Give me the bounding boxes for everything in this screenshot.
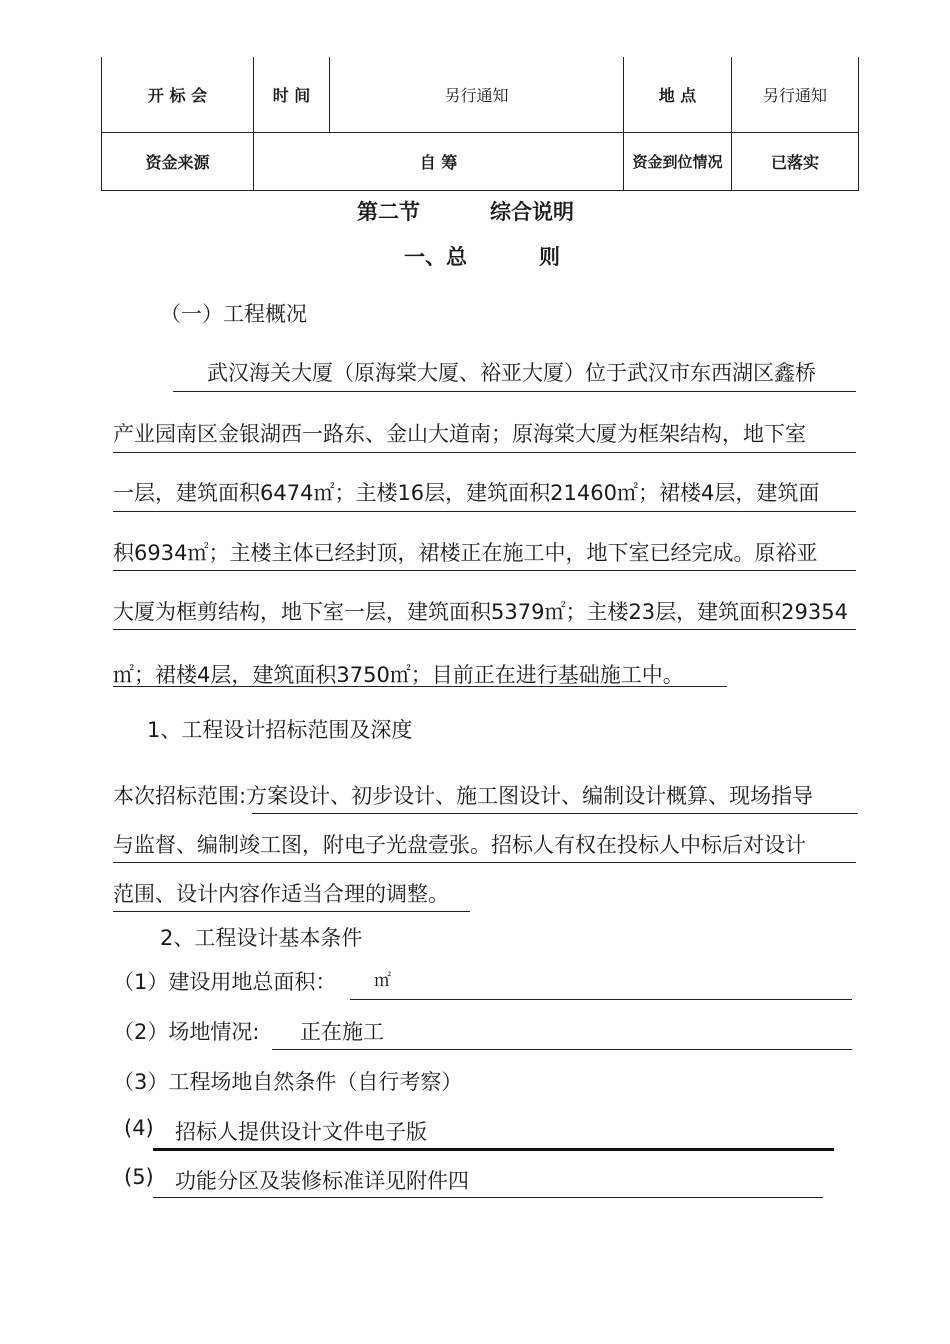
fund-status-value: 已落实 [732, 133, 859, 191]
place-value: 另行通知 [732, 57, 859, 133]
underline [113, 570, 856, 571]
overview-heading: （一）工程概况 [160, 302, 307, 326]
overview-line: 积6934㎡；主楼主体已经封顶，裙楼正在施工中，地下室已经完成。原裕亚 [113, 541, 818, 565]
underline [113, 452, 856, 453]
condition-value: 功能分区及装修标准详见附件四 [175, 1169, 469, 1193]
condition-value: ㎡ [374, 971, 391, 991]
design-conditions-heading: 2、工程设计基本条件 [160, 926, 363, 950]
underline [153, 1197, 823, 1198]
underline [113, 911, 470, 912]
table-row [102, 57, 859, 133]
condition-label: （3）工程场地自然条件（自行考察） [113, 1070, 463, 1094]
scope-line: 与监督、编制竣工图，附电子光盘壹张。招标人有权在投标人中标后对设计 [113, 833, 806, 857]
chapter-title-left: 一、总 [404, 245, 467, 269]
underline [173, 391, 856, 392]
overview-line: 武汉海关大厦（原海棠大厦、裕亚大厦）位于武汉市东西湖区鑫桥 [207, 361, 816, 385]
overview-line: 大厦为框剪结构，地下室一层，建筑面积5379㎡；主楼23层，建筑面积29354 [113, 600, 848, 624]
overview-line: ㎡；裙楼4层，建筑面积3750㎡；目前正在进行基础施工中。 [113, 663, 684, 687]
condition-value: 正在施工 [300, 1020, 384, 1044]
underline [252, 813, 858, 814]
section-title-text: 综合说明 [490, 200, 574, 224]
condition-label: (5) [124, 1165, 154, 1189]
fund-source-label: 资金来源 [102, 133, 254, 191]
condition-value: 招标人提供设计文件电子版 [175, 1120, 427, 1144]
overview-line: 一层，建筑面积6474㎡；主楼16层，建筑面积21460㎡；裙楼4层，建筑面 [113, 481, 820, 505]
scope-line: 本次招标范围:方案设计、初步设计、施工图设计、编制设计概算、现场指导 [113, 784, 814, 808]
section-title-number: 第二节 [357, 200, 420, 224]
underline [113, 629, 856, 630]
chapter-title-right: 则 [539, 245, 560, 269]
bid-meeting-label: 开 标 会 [102, 57, 254, 133]
overview-line: 产业园南区金银湖西一路东、金山大道南；原海棠大厦为框架结构，地下室 [113, 422, 806, 446]
scope-line: 范围、设计内容作适当合理的调整。 [113, 882, 449, 906]
underline [113, 686, 727, 687]
underline [350, 999, 852, 1000]
underline [272, 1049, 852, 1050]
condition-label: （1）建设用地总面积： [113, 970, 337, 994]
condition-label: (4) [124, 1116, 154, 1140]
place-label: 地 点 [624, 57, 732, 133]
underline [153, 1148, 834, 1151]
fund-status-label: 资金到位情况 [624, 133, 732, 191]
underline [113, 862, 856, 863]
time-label: 时 间 [254, 57, 330, 133]
time-value: 另行通知 [330, 57, 624, 133]
condition-label: （2）场地情况: [113, 1020, 260, 1044]
fund-source-value: 自 筹 [254, 133, 624, 191]
table-row [102, 133, 859, 191]
bid-info-table [101, 57, 859, 191]
design-scope-heading: 1、工程设计招标范围及深度 [147, 718, 413, 742]
underline [113, 511, 856, 512]
